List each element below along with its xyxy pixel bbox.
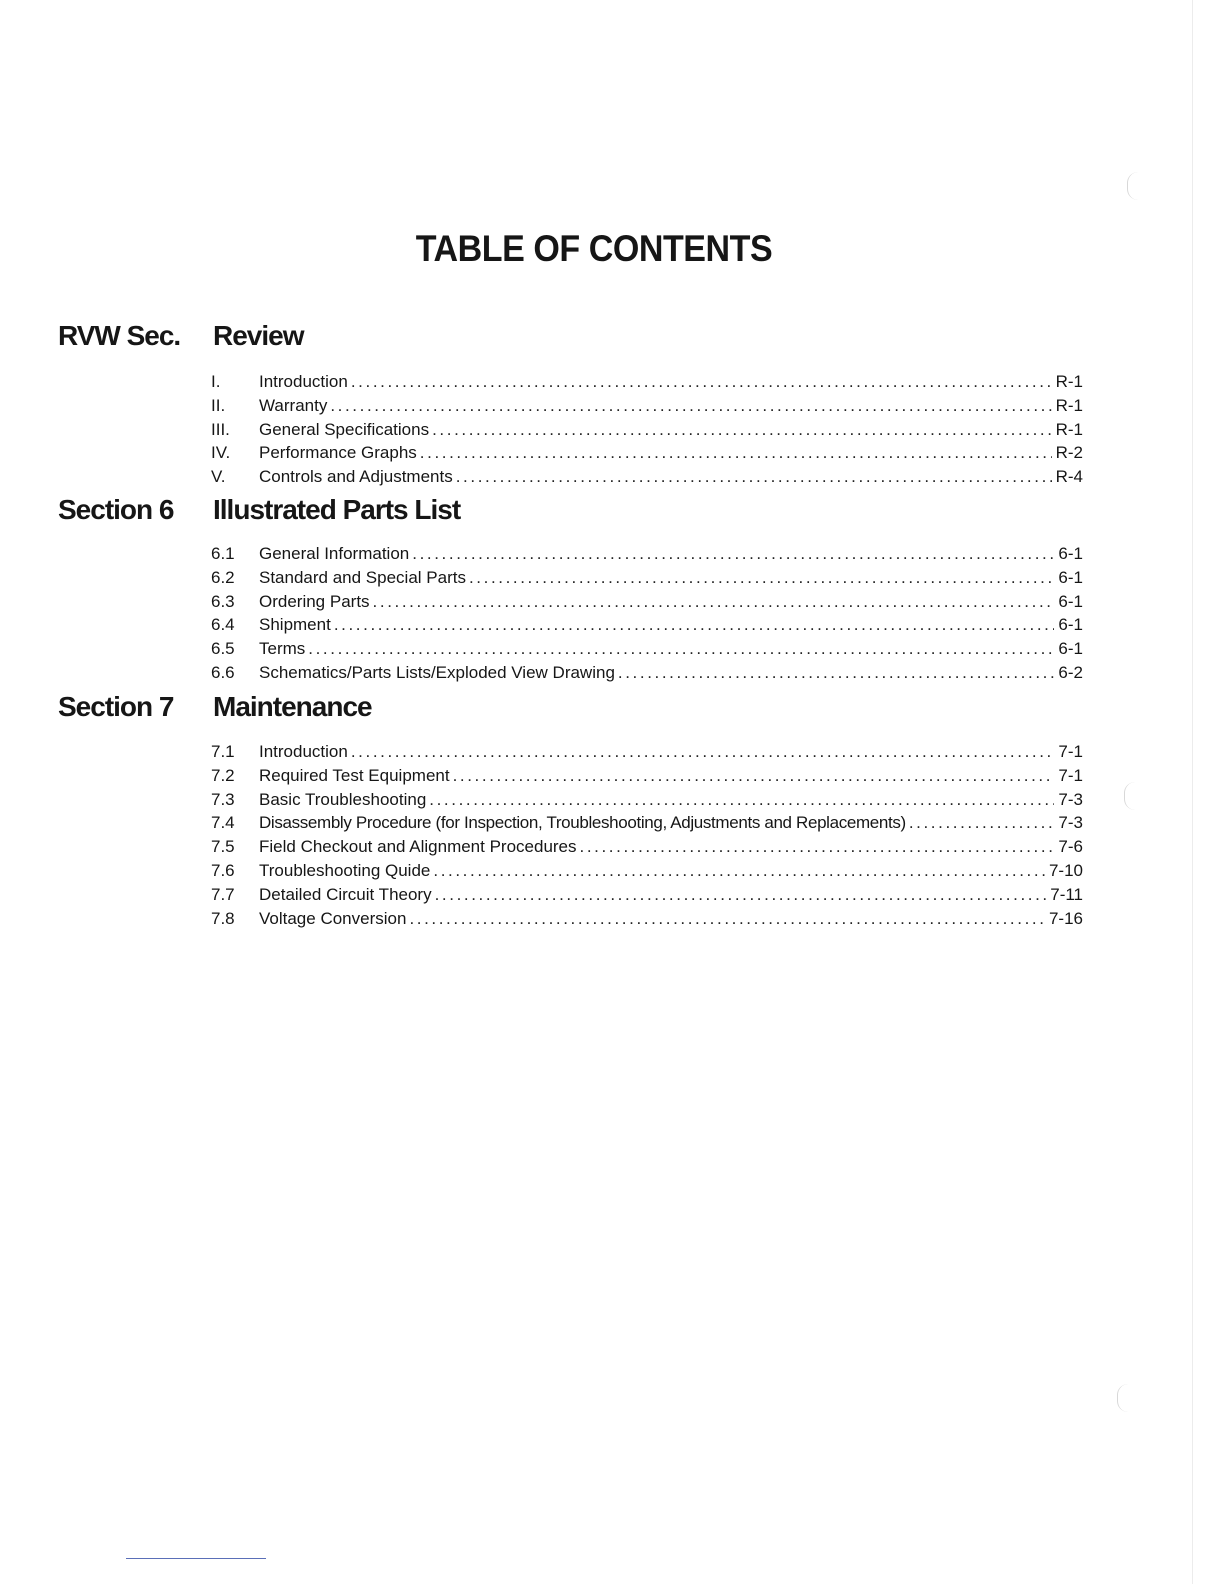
toc-entry[interactable] [211,907,1083,931]
binder-hole-mark [1124,782,1135,810]
section-title: Maintenance [213,691,372,722]
entry-page: 7-3 [1058,813,1083,833]
entry-title: Basic Troubleshooting [259,789,427,809]
entry-number: 7.4 [211,813,235,833]
entry-page: 6-1 [1058,615,1083,635]
toc-section-6 [0,494,1224,682]
entry-title: General Specifications [259,419,430,439]
entry-page: 6-1 [1058,639,1083,659]
page-edge-shadow [1192,0,1193,1584]
entry-number: V. [211,467,226,487]
toc-entry[interactable] [211,566,1083,590]
dot-leader [308,637,1054,661]
toc-entries [211,370,1083,489]
toc-entry[interactable] [211,370,1083,394]
toc-entry[interactable] [211,590,1083,614]
entry-page: R-1 [1055,395,1083,415]
dot-leader [618,661,1055,685]
entry-title: Terms [259,639,306,659]
toc-entry[interactable] [211,637,1083,661]
entry-number: 7.7 [211,884,235,904]
toc-entries [211,542,1083,685]
entry-number: 7.6 [211,860,235,880]
toc-entry[interactable] [211,883,1083,907]
entry-number: IV. [211,443,231,463]
entry-page: 6-1 [1058,544,1083,563]
entry-page: 7-3 [1058,789,1083,809]
toc-entry[interactable] [211,613,1083,637]
toc-entry[interactable] [211,661,1083,685]
entry-title: Voltage Conversion [259,908,407,928]
entry-title: Disassembly Procedure (for Inspection, Troubleshooting, Adjustments and Replacements) [259,813,906,833]
entry-page: 6-2 [1058,662,1083,682]
entry-page: 7-10 [1048,860,1083,880]
entry-page: 6-1 [1058,591,1083,611]
footer-rule [126,1558,266,1559]
dot-leader [330,394,1051,418]
entry-page: 7-6 [1058,837,1083,857]
entry-title: Schematics/Parts Lists/Exploded View Drawing [259,662,615,682]
entry-number: 7.8 [211,908,235,928]
entry-number: 6.6 [211,662,235,682]
entry-page: R-4 [1055,467,1083,487]
section-heading [0,691,1224,735]
dot-leader [909,811,1055,835]
binder-hole-mark [1117,1384,1128,1412]
dot-leader [420,441,1052,465]
dot-leader [351,740,1055,764]
toc-entry[interactable] [211,859,1083,883]
toc-entry[interactable] [211,465,1083,489]
dot-leader [334,613,1055,637]
entry-number: 6.2 [211,567,235,587]
entry-title: Detailed Circuit Theory [259,884,432,904]
section-label: Section 6 [58,494,174,525]
dot-leader [412,542,1054,566]
entry-number: 7.3 [211,789,235,809]
entry-number: III. [211,419,230,439]
entry-title: Troubleshooting Quide [259,860,431,880]
entry-page: R-1 [1055,419,1083,439]
entry-number: 7.5 [211,837,235,857]
binder-hole-mark [1127,172,1138,200]
entry-number: 6.3 [211,591,235,611]
entry-title: Standard and Special Parts [259,567,466,587]
entry-title: Ordering Parts [259,591,370,611]
entry-number: II. [211,395,226,415]
entry-number: 6.5 [211,639,235,659]
entry-title: Field Checkout and Alignment Procedures [259,837,577,857]
dot-leader [351,370,1052,394]
toc-entry[interactable] [211,542,1083,566]
section-heading [0,320,1224,364]
dot-leader [429,788,1054,812]
toc-entry[interactable] [211,394,1083,418]
section-title: Illustrated Parts List [213,494,461,525]
entry-title: Introduction [259,372,348,391]
section-label: RVW Sec. [58,320,181,351]
entry-page: 7-1 [1058,742,1083,761]
page-title: TABLE OF CONTENTS [415,228,773,269]
toc-section-review [0,320,1224,487]
dot-leader [409,907,1045,931]
entry-page: 7-1 [1058,765,1083,785]
dot-leader [373,590,1055,614]
entry-number: 7.1 [211,742,235,761]
toc-entry[interactable] [211,441,1083,465]
toc-entry[interactable] [211,835,1083,859]
toc-entry[interactable] [211,788,1083,812]
dot-leader [456,465,1052,489]
entry-page: 6-1 [1058,567,1083,587]
entry-number: 6.1 [211,544,235,563]
entry-number: 6.4 [211,615,235,635]
entry-page: 7-16 [1048,908,1083,928]
entry-title: Controls and Adjustments [259,467,453,487]
toc-entries [211,740,1083,930]
dot-leader [435,883,1047,907]
section-label: Section 7 [58,691,174,722]
entry-number: I. [211,372,221,391]
section-title: Review [213,320,304,351]
dot-leader [433,859,1045,883]
entry-page: R-1 [1055,372,1083,391]
entry-page: R-2 [1055,443,1083,463]
dot-leader [432,418,1052,442]
entry-title: Performance Graphs [259,443,417,463]
toc-section-7 [0,691,1224,928]
dot-leader [469,566,1054,590]
toc-entry[interactable] [211,764,1083,788]
toc-entry[interactable] [211,811,1083,835]
toc-entry[interactable] [211,740,1083,764]
entry-number: 7.2 [211,765,235,785]
entry-title: Warranty [259,395,328,415]
entry-title: Shipment [259,615,331,635]
dot-leader [453,764,1055,788]
entry-title: Introduction [259,742,348,761]
section-heading [0,494,1224,538]
toc-entry[interactable] [211,418,1083,442]
entry-title: Required Test Equipment [259,765,450,785]
entry-page: 7-11 [1050,884,1083,904]
dot-leader [580,835,1055,859]
entry-title: General Information [259,544,410,563]
